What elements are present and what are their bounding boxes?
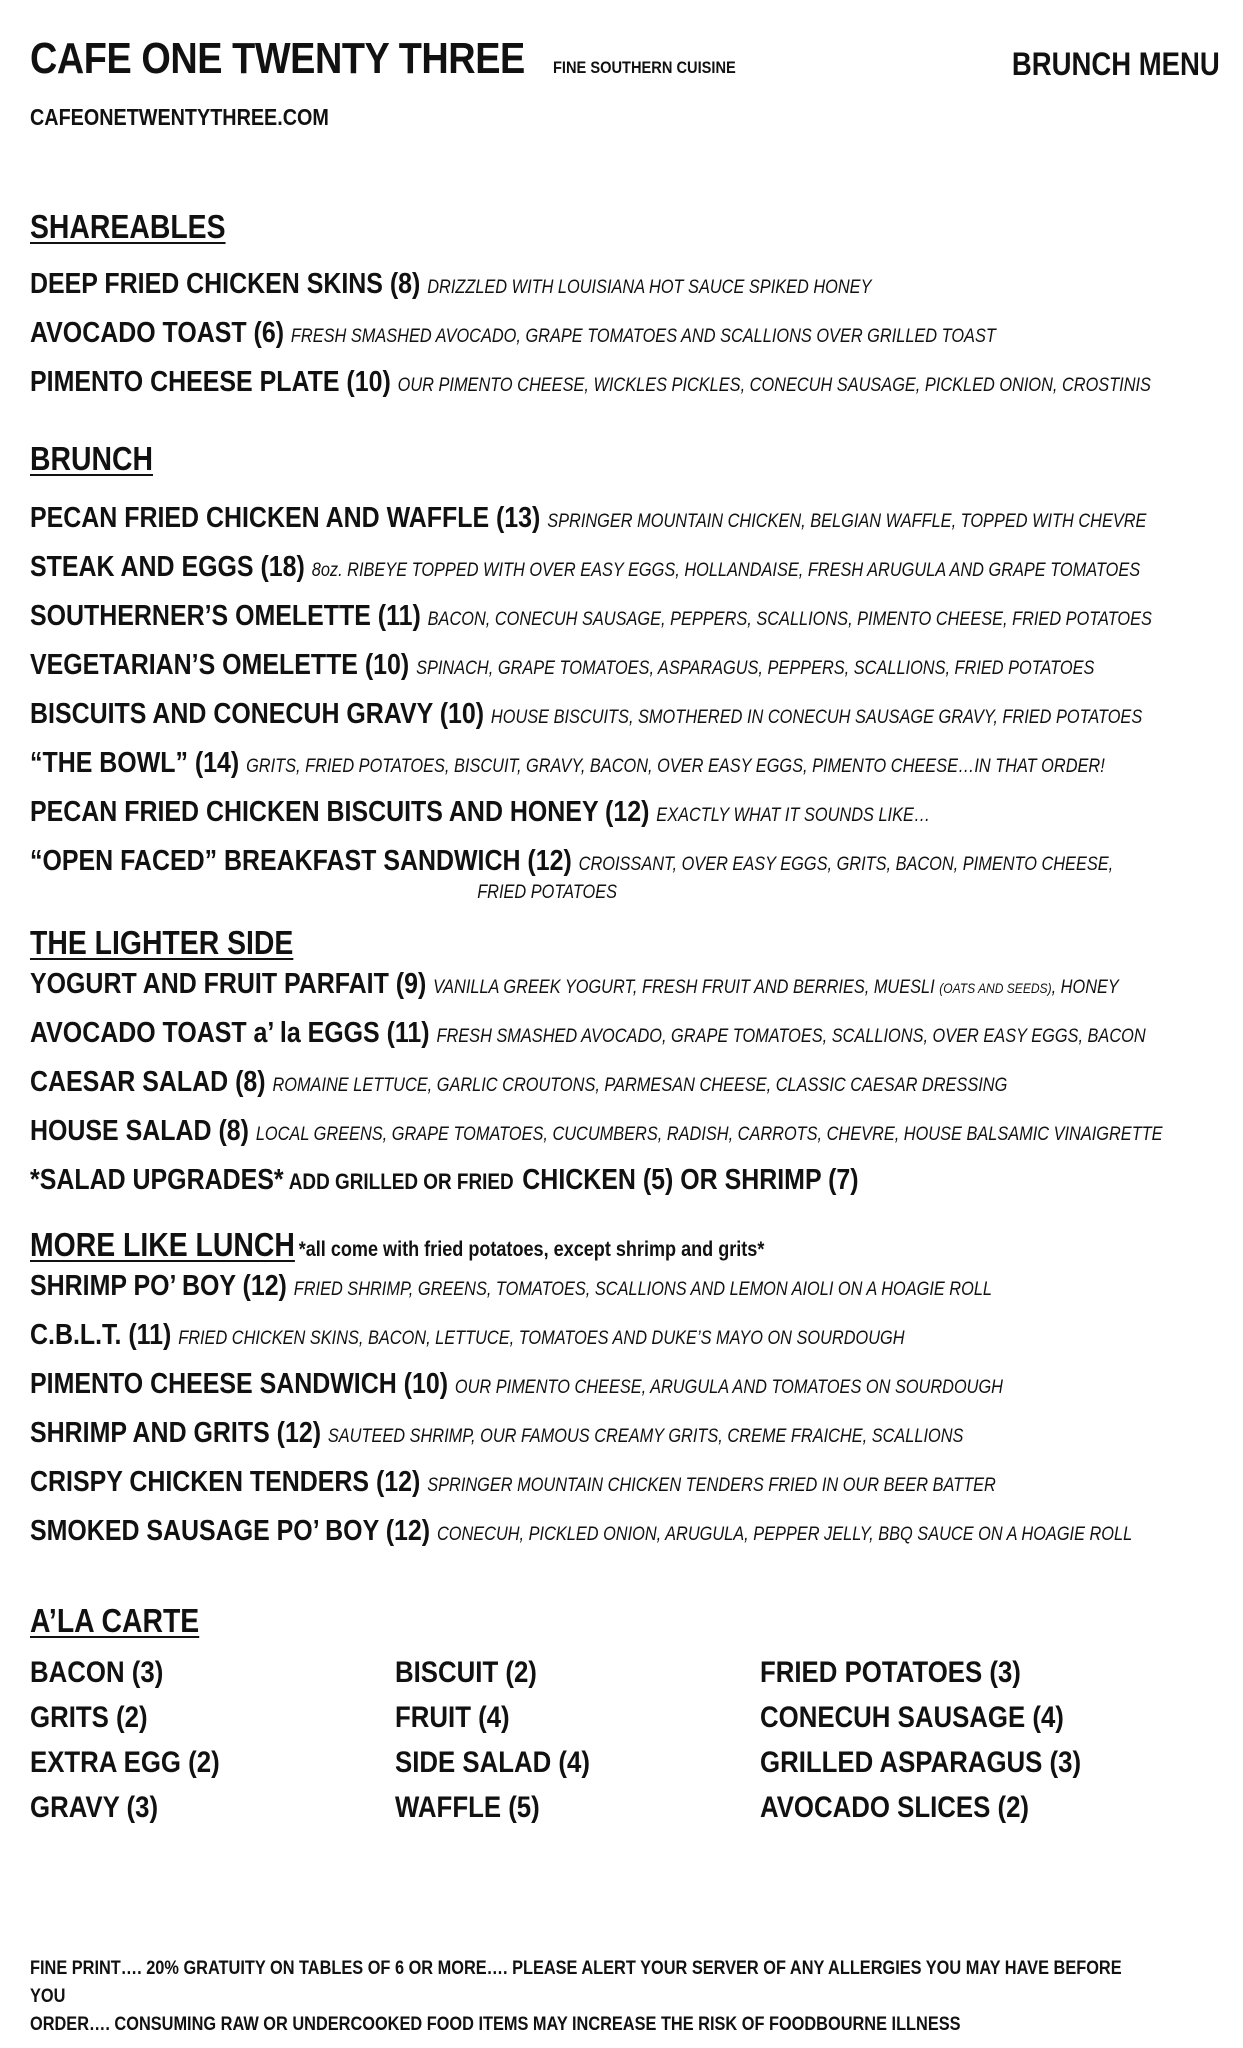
section-brunch — [30, 440, 1220, 904]
item-description-aside: (OATS AND SEEDS) — [939, 980, 1052, 996]
menu-item — [30, 545, 1217, 594]
carte-item: BISCUIT (2) — [395, 1656, 537, 1689]
item-description: BACON, CONECUH SAUSAGE, PEPPERS, SCALLIONS, PIMENTO CHEESE, FRIED POTATOES — [427, 609, 1152, 630]
carte-item: GRITS (2) — [30, 1701, 148, 1734]
item-name: YOGURT AND FRUIT PARFAIT (9) — [30, 968, 427, 1000]
cafe-tagline: FINE SOUTHERN CUISINE — [553, 58, 737, 77]
item-description: LOCAL GREENS, GRAPE TOMATOES, CUCUMBERS, RADISH, CARROTS, CHEVRE, HOUSE BALSAMIC VINAIGRETTE — [255, 1124, 1163, 1145]
menu-title: BRUNCH MENU — [1012, 46, 1220, 82]
item-description: FRESH SMASHED AVOCADO, GRAPE TOMATOES AND SCALLIONS OVER GRILLED TOAST — [290, 326, 996, 347]
section-lighter-side — [30, 924, 1220, 1204]
item-description: GRITS, FRIED POTATOES, BISCUIT, GRAVY, BACON, OVER EASY EGGS, PIMENTO CHEESE…IN THAT ORDER! — [246, 756, 1105, 777]
item-description: CROISSANT, OVER EASY EGGS, GRITS, BACON, PIMENTO CHEESE, — [578, 854, 1114, 875]
item-description: OUR PIMENTO CHEESE, WICKLES PICKLES, CONECUH SAUSAGE, PICKLED ONION, CROSTINIS — [397, 375, 1151, 396]
menu-item — [30, 311, 1217, 360]
item-description: EXACTLY WHAT IT SOUNDS LIKE… — [656, 805, 931, 826]
item-name: PIMENTO CHEESE PLATE (10) — [30, 366, 391, 398]
item-name: PIMENTO CHEESE SANDWICH (10) — [30, 1368, 449, 1400]
upgrade-label: *SALAD UPGRADES* — [30, 1164, 284, 1196]
fine-print — [30, 1955, 1139, 2039]
item-description-main: VANILLA GREEK YOGURT, FRESH FRUIT AND BERRIES, MUESLI — [433, 977, 935, 998]
menu-item — [30, 1460, 1217, 1509]
section-note: *all come with fried potatoes, except shrimp and grits* — [298, 1238, 765, 1261]
section-heading: BRUNCH — [30, 440, 153, 477]
carte-item: EXTRA EGG (2) — [30, 1746, 220, 1779]
carte-item: FRUIT (4) — [395, 1701, 510, 1734]
carte-item: BACON (3) — [30, 1656, 164, 1689]
item-name: SHRIMP AND GRITS (12) — [30, 1417, 322, 1449]
carte-item: WAFFLE (5) — [395, 1791, 540, 1824]
fine-print-line: ORDER…. CONSUMING RAW OR UNDERCOOKED FOOD ITEMS MAY INCREASE THE RISK OF FOODBOURNE ILLNESS — [30, 2014, 961, 2035]
menu-item — [30, 1109, 1217, 1158]
carte-item: GRAVY (3) — [30, 1791, 159, 1824]
item-name: “OPEN FACED” BREAKFAST SANDWICH (12) — [30, 845, 572, 877]
section-heading: THE LIGHTER SIDE — [30, 924, 294, 961]
item-name: BISCUITS AND CONECUH GRAVY (10) — [30, 698, 485, 730]
upgrade-instruction: ADD GRILLED OR FRIED — [288, 1169, 514, 1194]
carte-item: FRIED POTATOES (3) — [760, 1656, 1021, 1689]
menu-item — [30, 1362, 1217, 1411]
item-name: C.B.L.T. (11) — [30, 1319, 172, 1351]
menu-item — [30, 1060, 1217, 1109]
item-name: DEEP FRIED CHICKEN SKINS (8) — [30, 268, 421, 300]
item-description: FRIED SHRIMP, GREENS, TOMATOES, SCALLIONS AND LEMON AIOLI ON A HOAGIE ROLL — [293, 1279, 993, 1300]
item-name: PECAN FRIED CHICKEN BISCUITS AND HONEY (12) — [30, 796, 650, 828]
item-description: DRIZZLED WITH LOUISIANA HOT SAUCE SPIKED HONEY — [427, 277, 872, 298]
section-heading: SHAREABLES — [30, 208, 226, 245]
item-description: SAUTEED SHRIMP, OUR FAMOUS CREAMY GRITS, CREME FRAICHE, SCALLIONS — [327, 1426, 964, 1447]
item-name: PECAN FRIED CHICKEN AND WAFFLE (13) — [30, 502, 541, 534]
item-name: STEAK AND EGGS (18) — [30, 551, 305, 583]
item-name: CRISPY CHICKEN TENDERS (12) — [30, 1466, 421, 1498]
menu-item — [30, 1011, 1217, 1060]
upgrade-options: CHICKEN (5) OR SHRIMP (7) — [522, 1164, 859, 1196]
item-name: CAESAR SALAD (8) — [30, 1066, 266, 1098]
item-name: “THE BOWL” (14) — [30, 747, 240, 779]
item-description: ROMAINE LETTUCE, GARLIC CROUTONS, PARMESAN CHEESE, CLASSIC CAESAR DRESSING — [272, 1075, 1008, 1096]
menu-header — [30, 34, 1220, 131]
item-description-end: , HONEY — [1051, 977, 1119, 998]
item-name: AVOCADO TOAST a’ la EGGS (11) — [30, 1017, 430, 1049]
menu-item — [30, 1509, 1217, 1558]
item-description: SPINACH, GRAPE TOMATOES, ASPARAGUS, PEPPERS, SCALLIONS, FRIED POTATOES — [416, 658, 1095, 679]
fine-print-line: FINE PRINT…. 20% GRATUITY ON TABLES OF 6 OR MORE…. PLEASE ALERT YOUR SERVER OF ANY ALLERGIES YOU MAY HAVE BEFORE YOU — [30, 1958, 1122, 2007]
menu-item — [30, 839, 1217, 904]
menu-item — [30, 643, 1217, 692]
menu-item — [30, 1264, 1217, 1313]
menu-item — [30, 1313, 1217, 1362]
carte-item: AVOCADO SLICES (2) — [760, 1791, 1030, 1824]
menu-item — [30, 360, 1217, 409]
menu-item — [30, 962, 1217, 1011]
item-name: VEGETARIAN’S OMELETTE (10) — [30, 649, 410, 681]
carte-item: SIDE SALAD (4) — [395, 1746, 590, 1779]
carte-item: GRILLED ASPARAGUS (3) — [760, 1746, 1082, 1779]
section-heading: A’LA CARTE — [30, 1602, 200, 1639]
item-description: OUR PIMENTO CHEESE, ARUGULA AND TOMATOES ON SOURDOUGH — [454, 1377, 1003, 1398]
item-name: HOUSE SALAD (8) — [30, 1115, 249, 1147]
item-description — [433, 977, 1119, 998]
section-heading: MORE LIKE LUNCH — [30, 1226, 295, 1263]
cafe-name: CAFE ONE TWENTY THREE — [30, 34, 525, 83]
lunch-heading-row — [30, 1226, 1053, 1264]
salad-upgrades — [30, 1158, 1217, 1204]
item-description: SPRINGER MOUNTAIN CHICKEN, BELGIAN WAFFLE, TOPPED WITH CHEVRE — [547, 511, 1147, 532]
item-description: 8oz. RIBEYE TOPPED WITH OVER EASY EGGS, HOLLANDAISE, FRESH ARUGULA AND GRAPE TOMATOES — [311, 560, 1141, 581]
section-shareables — [30, 208, 1220, 409]
menu-item — [30, 262, 1217, 311]
item-name: SOUTHERNER’S OMELETTE (11) — [30, 600, 421, 632]
item-description: HOUSE BISCUITS, SMOTHERED IN CONECUH SAUSAGE GRAVY, FRIED POTATOES — [490, 707, 1143, 728]
menu-item — [30, 741, 1217, 790]
item-name: SHRIMP PO’ BOY (12) — [30, 1270, 287, 1302]
item-name: AVOCADO TOAST (6) — [30, 317, 285, 349]
website-link[interactable]: CAFEONETWENTYTHREE.COM — [30, 104, 329, 130]
a-la-carte-grid — [30, 1650, 1220, 1830]
section-more-like-lunch — [30, 1226, 1220, 1558]
menu-item — [30, 594, 1217, 643]
item-name: SMOKED SAUSAGE PO’ BOY (12) — [30, 1515, 431, 1547]
item-description: CONECUH, PICKLED ONION, ARUGULA, PEPPER JELLY, BBQ SAUCE ON A HOAGIE ROLL — [436, 1524, 1133, 1545]
item-description: SPRINGER MOUNTAIN CHICKEN TENDERS FRIED IN OUR BEER BATTER — [427, 1475, 996, 1496]
menu-item — [30, 1411, 1217, 1460]
menu-item — [30, 692, 1217, 741]
menu-item — [30, 496, 1217, 545]
item-description: FRESH SMASHED AVOCADO, GRAPE TOMATOES, SCALLIONS, OVER EASY EGGS, BACON — [436, 1026, 1146, 1047]
carte-item: CONECUH SAUSAGE (4) — [760, 1701, 1064, 1734]
item-description-continued: FRIED POTATOES — [477, 882, 618, 903]
section-a-la-carte — [30, 1602, 1220, 1830]
item-description: FRIED CHICKEN SKINS, BACON, LETTUCE, TOMATOES AND DUKE’S MAYO ON SOURDOUGH — [178, 1328, 905, 1349]
menu-item — [30, 790, 1217, 839]
